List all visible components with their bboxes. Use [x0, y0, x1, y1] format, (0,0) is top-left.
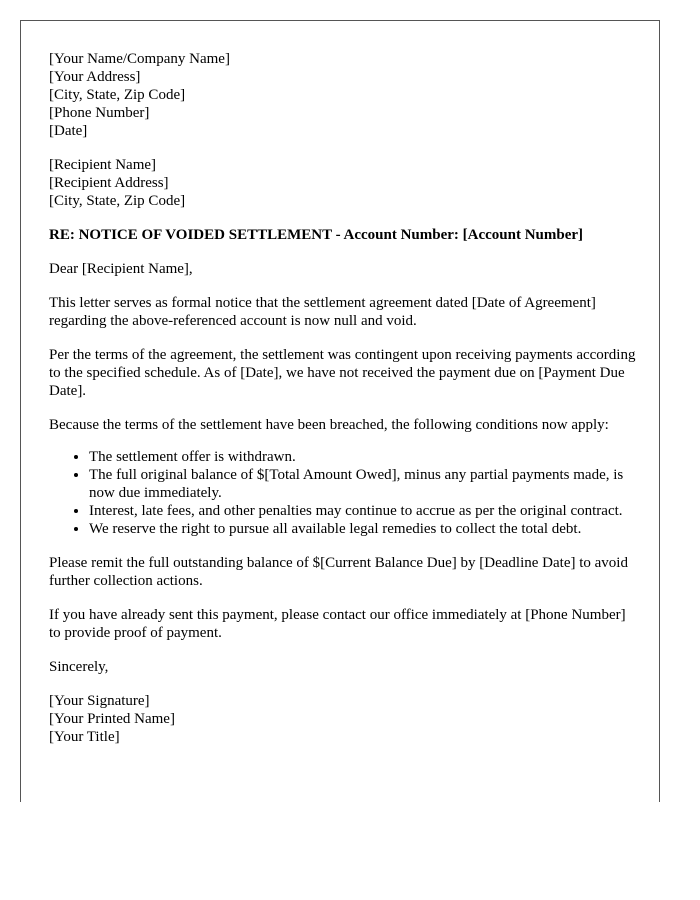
recipient-block — [49, 156, 639, 210]
signature: [Your Signature] — [49, 693, 150, 709]
recipient-city-state-zip: [City, State, Zip Code] — [49, 193, 186, 209]
signer-title: [Your Title] — [49, 729, 120, 745]
paragraph-terms: Per the terms of the agreement, the settlement was contingent upon receiving payments according to the specified schedule. As of [Date], we have not received the payment due on [Payment Due Date]. — [49, 347, 636, 399]
paragraph-notice: This letter serves as formal notice that the settlement agreement dated [Date of Agreement] regarding the above-referenced account is now null and void. — [49, 295, 596, 329]
closing: Sincerely, — [49, 659, 109, 675]
recipient-address: [Recipient Address] — [49, 175, 169, 191]
subject-line: RE: NOTICE OF VOIDED SETTLEMENT - Account Number: [Account Number] — [49, 227, 584, 243]
sender-city-state-zip: [City, State, Zip Code] — [49, 87, 186, 103]
sender-block — [49, 50, 639, 140]
condition-item: • We reserve the right to pursue all available legal remedies to collect the total debt. — [89, 520, 639, 538]
recipient-name: [Recipient Name] — [49, 157, 157, 173]
paragraph-remit: Please remit the full outstanding balance of $[Current Balance Due] by [Deadline Date] to avoid further collection actions. — [49, 555, 628, 589]
sender-address: [Your Address] — [49, 69, 141, 85]
signature-block — [49, 692, 639, 746]
paragraph-conditions-intro: Because the terms of the settlement have been breached, the following conditions now apply: — [49, 417, 609, 433]
paragraph-contact: If you have already sent this payment, please contact our office immediately at [Phone Number] to provide proof of payment. — [49, 607, 626, 641]
condition-item: • Interest, late fees, and other penalties may continue to accrue as per the original contract. — [89, 502, 639, 520]
letter-content — [49, 50, 639, 762]
letter-date: [Date] — [49, 123, 88, 139]
condition-item: • The settlement offer is withdrawn. — [89, 448, 639, 466]
sender-phone: [Phone Number] — [49, 105, 150, 121]
printed-name: [Your Printed Name] — [49, 711, 175, 727]
letter-page — [20, 20, 660, 802]
sender-name: [Your Name/Company Name] — [49, 51, 230, 67]
conditions-list — [49, 448, 639, 538]
condition-item: • The full original balance of $[Total Amount Owed], minus any partial payments made, is now due immediately. — [89, 466, 639, 502]
salutation: Dear [Recipient Name], — [49, 261, 193, 277]
